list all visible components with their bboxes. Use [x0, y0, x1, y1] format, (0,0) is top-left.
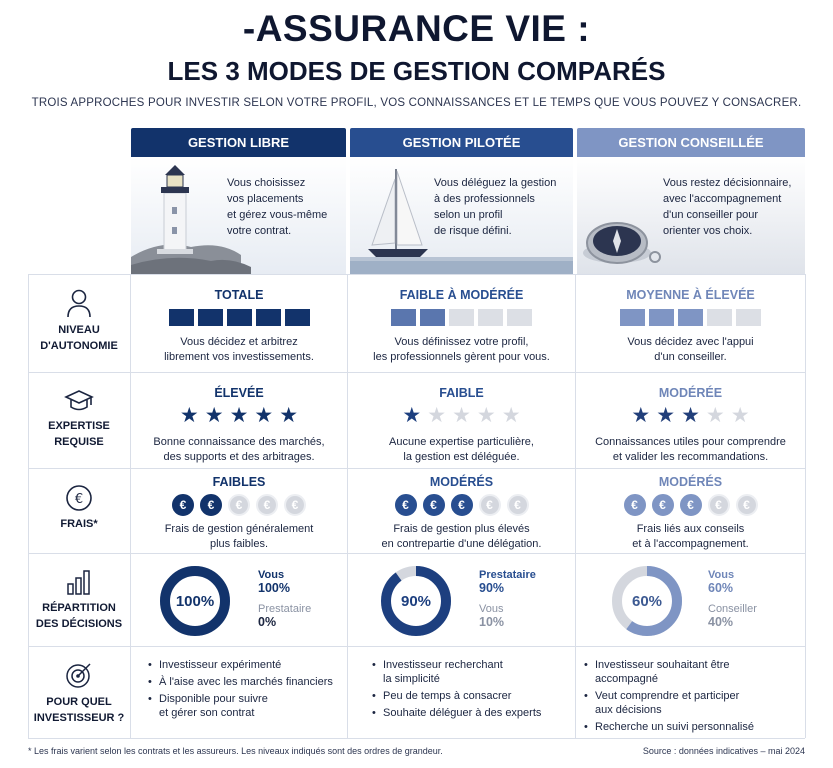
row-divider: [28, 646, 805, 647]
investor-bullet: • Recherche un suivi personnalisé: [584, 720, 802, 734]
autonomy-bar-segment: [449, 309, 474, 326]
fees-cell-libre: [131, 475, 347, 552]
autonomy-bars: [576, 309, 805, 326]
row-label-investisseur: [28, 660, 130, 726]
star-icon: ★: [179, 404, 199, 427]
star-icon: ★: [656, 404, 676, 427]
row-label-text: NIVEAU D'AUTONOMIE: [40, 324, 118, 352]
page-subtitle: TROIS APPROCHES POUR INVESTIR SELON VOTRE PROFIL, VOS CONNAISSANCES ET LE TEMPS QUE VOUS POUVEZ Y CONSACRER.: [31, 97, 802, 109]
fees-level: MODÉRÉS: [429, 475, 494, 489]
autonomy-desc: Vous décidez avec l'appui d'un conseiller.: [627, 336, 754, 363]
expertise-level: FAIBLE: [439, 386, 484, 400]
column-header-pilotee: GESTION PILOTÉE: [350, 128, 573, 157]
donut-legend-conseillee: Vous 60% Conseiller 40%: [708, 569, 757, 629]
page-subtitle-main: LES 3 MODES DE GESTION COMPARÉS: [167, 56, 666, 86]
bar-chart-icon: [64, 568, 94, 596]
expertise-level: MODÉRÉE: [658, 386, 723, 400]
intro-conseillee: Vous restez décisionnaire, avec l'accompagnement d'un conseiller pour orienter vos choix.: [663, 177, 792, 237]
column-header-conseillee: GESTION CONSEILLÉE: [577, 128, 805, 157]
autonomy-cell-pilotee: [348, 288, 575, 365]
autonomy-bar-segment: [227, 309, 252, 326]
intro-pilotee: Vous déléguez la gestion à des professionnels selon un profil de risque défini.: [434, 177, 557, 237]
autonomy-bar-segment: [478, 309, 503, 326]
col-divider: [805, 274, 806, 738]
star-icon: ★: [501, 404, 521, 427]
autonomy-bar-segment: [620, 309, 645, 326]
euro-coin-icon: €: [624, 494, 646, 516]
fees-desc: Frais de gestion plus élevés en contrepartie d'une délégation.: [381, 523, 542, 550]
photo-panel-conseillee: [577, 157, 805, 274]
photo-panel-pilotee: [350, 157, 573, 274]
autonomy-bar-segment: [707, 309, 732, 326]
autonomy-bar-segment: [649, 309, 674, 326]
expertise-cell-libre: [131, 386, 347, 465]
expertise-stars: [576, 405, 805, 427]
euro-coin-icon: €: [395, 494, 417, 516]
star-icon: ★: [452, 404, 471, 427]
donut-center-conseillee: 60%: [631, 593, 663, 610]
autonomy-level: TOTALE: [214, 288, 264, 302]
intro-libre: Vous choisissez vos placements et gérez vous-même votre contrat.: [227, 177, 328, 237]
row-divider: [28, 274, 805, 275]
star-icon: ★: [402, 404, 422, 427]
investor-bullet: • Peu de temps à consacrer: [372, 689, 572, 703]
fees-desc: Frais liés aux conseils et à l'accompagnement.: [632, 523, 749, 550]
autonomy-bars: [348, 309, 575, 326]
autonomy-level: FAIBLE À MODÉRÉE: [399, 288, 524, 302]
row-divider: [28, 738, 805, 739]
autonomy-level: MOYENNE À ÉLEVÉE: [626, 288, 755, 302]
footnote: * Les frais varient selon les contrats et les assureurs. Les niveaux indiqués sont des ordres de grandeur.: [28, 746, 443, 756]
investor-bullet: • Souhaite déléguer à des experts: [372, 706, 572, 720]
star-icon: ★: [730, 404, 750, 427]
expertise-desc: Bonne connaissance des marchés, des supports et des arbitrages.: [153, 436, 325, 463]
fees-level: FAIBLES: [212, 475, 266, 489]
donut-center-pilotee: 90%: [400, 593, 432, 610]
autonomy-cell-libre: [131, 288, 347, 365]
column-header-libre: GESTION LIBRE: [131, 128, 346, 157]
euro-coin-icon: €: [451, 494, 473, 516]
euro-coin-icon: €: [200, 494, 222, 516]
autonomy-bar-segment: [391, 309, 416, 326]
star-icon: ★: [681, 404, 700, 427]
row-label-text: RÉPARTITION DES DÉCISIONS: [35, 602, 123, 630]
autonomy-bar-segment: [169, 309, 194, 326]
star-icon: ★: [204, 404, 224, 427]
fees-desc: Frais de gestion généralement plus faibles.: [164, 523, 314, 550]
donut-legend-libre: Vous 100% Prestataire 0%: [258, 569, 312, 629]
autonomy-desc: Vous décidez et arbitrez librement vos investissements.: [164, 336, 314, 363]
investor-bullet: • Disponible pour suivre et gérer son contrat: [148, 692, 343, 720]
expertise-stars: [131, 405, 347, 427]
autonomy-bar-segment: [420, 309, 445, 326]
expertise-level: ÉLEVÉE: [214, 386, 264, 400]
page-title: -ASSURANCE VIE :: [242, 8, 591, 49]
photo-panel-libre: [131, 157, 346, 274]
autonomy-bar-segment: [678, 309, 703, 326]
row-divider: [28, 468, 805, 469]
investor-bullet: • À l'aise avec les marchés financiers: [148, 675, 343, 689]
row-label-text: EXPERTISE REQUISE: [48, 420, 110, 448]
star-icon: ★: [279, 404, 299, 427]
star-icon: ★: [229, 404, 249, 427]
donut-center-libre: 100%: [175, 593, 215, 610]
investor-bullet: • Investisseur expérimenté: [148, 658, 343, 672]
fees-level: MODÉRÉS: [658, 475, 723, 489]
investor-list-libre: [148, 658, 343, 723]
row-label-expertise: [28, 388, 130, 450]
euro-coin-icon: €: [172, 494, 194, 516]
euro-coin-icon: €: [228, 494, 250, 516]
autonomy-bar-segment: [285, 309, 310, 326]
svg-text:€: €: [74, 492, 84, 507]
euro-icon: [65, 484, 93, 512]
expertise-desc: Aucune expertise particulière, la gestion est déléguée.: [389, 436, 534, 463]
euro-coin-icon: €: [507, 494, 529, 516]
graduation-cap-icon: [64, 388, 94, 414]
euro-coin-icon: €: [708, 494, 730, 516]
person-icon: [65, 288, 93, 318]
row-label-autonomie: [28, 288, 130, 354]
star-icon: ★: [254, 404, 274, 427]
expertise-desc: Connaissances utiles pour comprendre et valider les recommandations.: [595, 436, 786, 463]
source-note: Source : données indicatives – mai 2024: [642, 746, 805, 756]
autonomy-cell-conseillee: [576, 288, 805, 365]
row-label-frais: [28, 484, 130, 532]
star-icon: ★: [476, 404, 496, 427]
euro-coin-icon: €: [423, 494, 445, 516]
star-icon: ★: [705, 404, 725, 427]
row-label-repartition: [28, 568, 130, 632]
investor-bullet: • Investisseur souhaitant être accompagné: [584, 658, 802, 686]
fees-coins: [131, 494, 347, 516]
donut-legend-pilotee: Prestataire 90% Vous 10%: [479, 569, 536, 629]
euro-coin-icon: €: [680, 494, 702, 516]
euro-coin-icon: €: [256, 494, 278, 516]
investor-list-pilotee: [372, 658, 572, 723]
row-divider: [28, 553, 805, 554]
row-divider: [28, 372, 805, 373]
fees-coins: [576, 494, 805, 516]
autonomy-bar-segment: [198, 309, 223, 326]
investor-bullet: • Investisseur recherchant la simplicité: [372, 658, 572, 686]
euro-coin-icon: €: [652, 494, 674, 516]
autonomy-desc: Vous définissez votre profil, les professionnels gèrent pour vous.: [373, 336, 550, 363]
euro-coin-icon: €: [284, 494, 306, 516]
investor-list-conseillee: [584, 658, 802, 737]
target-icon: [64, 660, 94, 690]
star-icon: ★: [631, 404, 651, 427]
expertise-cell-conseillee: [576, 386, 805, 465]
investor-bullet: • Veut comprendre et participer aux décisions: [584, 689, 802, 717]
star-icon: ★: [427, 404, 447, 427]
fees-cell-conseillee: [576, 475, 805, 552]
fees-coins: [348, 494, 575, 516]
fees-cell-pilotee: [348, 475, 575, 552]
row-label-text: FRAIS*: [60, 518, 98, 530]
expertise-stars: [348, 405, 575, 427]
autonomy-bar-segment: [507, 309, 532, 326]
euro-coin-icon: €: [736, 494, 758, 516]
autonomy-bars: [131, 309, 347, 326]
autonomy-bar-segment: [256, 309, 281, 326]
autonomy-bar-segment: [736, 309, 761, 326]
euro-coin-icon: €: [479, 494, 501, 516]
expertise-cell-pilotee: [348, 386, 575, 465]
row-label-text: POUR QUEL INVESTISSEUR ?: [33, 696, 125, 724]
